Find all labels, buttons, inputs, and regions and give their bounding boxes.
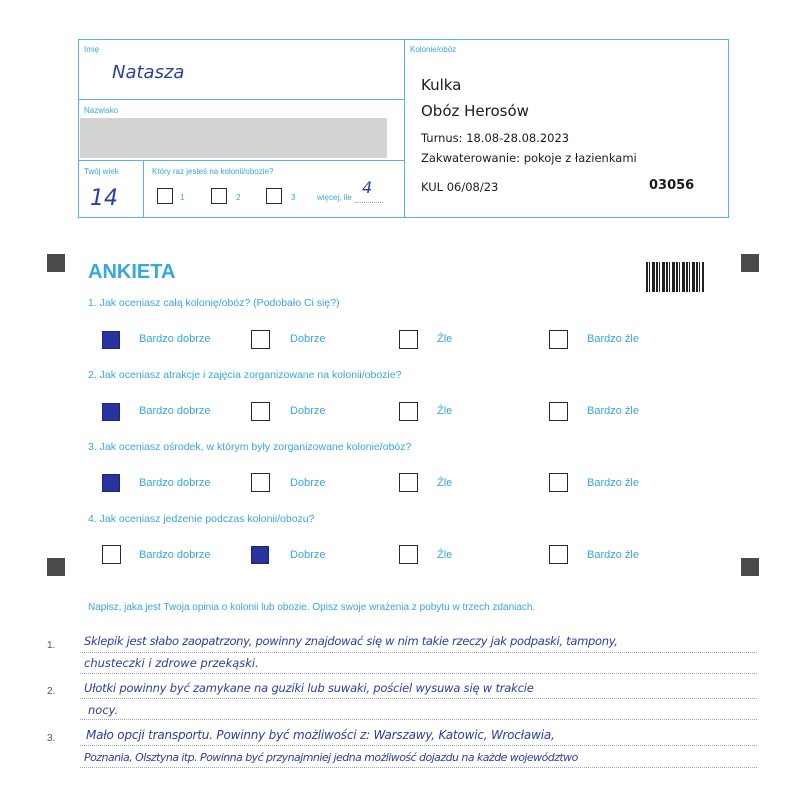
imie-label: Imię — [84, 45, 100, 54]
nazwisko-redacted — [80, 118, 387, 158]
answer-1-line-1[interactable]: Sklepik jest słabo zaopatrzony, powinny znajdować się w nim takie rzeczy jak podpaski, tampony, — [84, 634, 618, 648]
imie-value[interactable]: Natasza — [112, 62, 185, 83]
q1-bardzo-dobrze-label: Bardzo dobrze — [139, 333, 211, 345]
q4-dobrze-label: Dobrze — [290, 549, 326, 561]
wiek-label: Twój wiek — [84, 167, 119, 176]
q4-bardzo-dobrze-checkbox[interactable] — [102, 545, 121, 564]
q1-bardzo-zle-label: Bardzo źle — [587, 333, 639, 345]
turnus-label: Turnus: — [421, 131, 463, 145]
wiek-value[interactable]: 14 — [90, 186, 118, 211]
q3-bardzo-zle-label: Bardzo źle — [587, 477, 639, 489]
q3-bardzo-zle-checkbox[interactable] — [549, 473, 568, 492]
q1-bardzo-dobrze-checkbox[interactable] — [102, 331, 120, 349]
turnus-row — [421, 131, 569, 145]
answer-number-3: 3. — [47, 733, 56, 744]
answer-3-line-2[interactable]: Poznania, Olsztyna itp. Powinna być przynajmniej jedna możliwość dojazdu na każde województwo — [84, 751, 578, 764]
q3-zle-label: Źle — [437, 477, 453, 489]
q3-zle-checkbox[interactable] — [399, 473, 418, 492]
registration-mark-top-left — [47, 254, 65, 272]
q2-bardzo-dobrze-label: Bardzo dobrze — [139, 405, 211, 417]
q4-zle-checkbox[interactable] — [399, 545, 418, 564]
raz-2-label: 2 — [236, 193, 241, 202]
q3-bardzo-dobrze-checkbox[interactable] — [102, 474, 120, 492]
q2-bardzo-zle-checkbox[interactable] — [549, 402, 568, 421]
q3-dobrze-label: Dobrze — [290, 477, 326, 489]
wiecej-label: więcej, ile — [317, 193, 352, 202]
form-number: 03056 — [649, 178, 695, 193]
q2-zle-label: Źle — [437, 405, 453, 417]
q3-bardzo-dobrze-label: Bardzo dobrze — [139, 477, 211, 489]
answer-number-2: 2. — [47, 686, 56, 697]
raz-3-checkbox[interactable] — [266, 188, 282, 204]
q1-zle-label: Źle — [437, 333, 453, 345]
camp-program: Obóz Herosów — [421, 102, 529, 120]
q4-bardzo-zle-checkbox[interactable] — [549, 545, 568, 564]
zakwaterowanie-row — [421, 151, 637, 165]
q1-bardzo-zle-checkbox[interactable] — [549, 330, 568, 349]
answer-2-line-1[interactable]: Ułotki powinny być zamykane na guziki lub suwaki, pościel wysuwa się w trakcie — [84, 681, 534, 695]
raz-3-label: 3 — [291, 193, 296, 202]
wiecej-value[interactable]: 4 — [362, 178, 373, 197]
q2-bardzo-zle-label: Bardzo źle — [587, 405, 639, 417]
ktory-raz-label: Który raz jesteś na kolonii/obozie? — [152, 167, 274, 176]
q1-dobrze-label: Dobrze — [290, 333, 326, 345]
q4-dobrze-checkbox[interactable] — [251, 546, 269, 564]
opinion-prompt: Napisz, jaka jest Twoja opinia o kolonii lub obozie. Opisz swoje wrażenia z pobytu w trzech zdaniach. — [88, 602, 536, 613]
q4-bardzo-zle-label: Bardzo źle — [587, 549, 639, 561]
registration-mark-top-right — [741, 254, 759, 272]
kolonie-label: Kolonie/obóz — [410, 45, 457, 54]
q1-zle-checkbox[interactable] — [399, 330, 418, 349]
q2-dobrze-label: Dobrze — [290, 405, 326, 417]
q4-bardzo-dobrze-label: Bardzo dobrze — [139, 549, 211, 561]
answer-2-line-2[interactable]: nocy. — [88, 703, 119, 717]
answer-3-line-1[interactable]: Mało opcji transportu. Powinny być możliwości z: Warszawy, Katowic, Wrocławia, — [86, 728, 555, 742]
raz-1-checkbox[interactable] — [157, 188, 173, 204]
answer-number-1: 1. — [47, 640, 56, 651]
q3-dobrze-checkbox[interactable] — [251, 473, 270, 492]
q1-dobrze-checkbox[interactable] — [251, 330, 270, 349]
raz-2-checkbox[interactable] — [211, 188, 227, 204]
registration-mark-mid-left — [47, 558, 65, 576]
q2-zle-checkbox[interactable] — [399, 402, 418, 421]
question-2: 2. Jak oceniasz atrakcje i zajęcia zorganizowane na kolonii/obozie? — [88, 369, 402, 381]
raz-1-label: 1 — [180, 193, 185, 202]
question-4: 4. Jak oceniasz jedzenie podczas kolonii/obozu? — [88, 513, 315, 525]
q4-zle-label: Źle — [437, 549, 453, 561]
survey-title: ANKIETA — [88, 261, 176, 283]
question-1: 1. Jak oceniasz całą kolonię/obóz? (Podobało Ci się?) — [88, 297, 340, 309]
barcode — [646, 262, 704, 292]
camp-name: Kulka — [421, 76, 462, 94]
q2-dobrze-checkbox[interactable] — [251, 402, 270, 421]
turnus-value: 18.08-28.08.2023 — [466, 131, 570, 145]
question-3: 3. Jak oceniasz ośrodek, w którym były zorganizowane kolonie/obóz? — [88, 441, 412, 453]
zakwaterowanie-value: pokoje z łazienkami — [523, 151, 637, 165]
q2-bardzo-dobrze-checkbox[interactable] — [102, 403, 120, 421]
camp-code: KUL 06/08/23 — [421, 180, 499, 194]
zakwaterowanie-label: Zakwaterowanie: — [421, 151, 521, 165]
answer-1-line-2[interactable]: chusteczki i zdrowe przekąski. — [84, 656, 259, 670]
nazwisko-label: Nazwisko — [84, 106, 119, 115]
registration-mark-mid-right — [741, 558, 759, 576]
